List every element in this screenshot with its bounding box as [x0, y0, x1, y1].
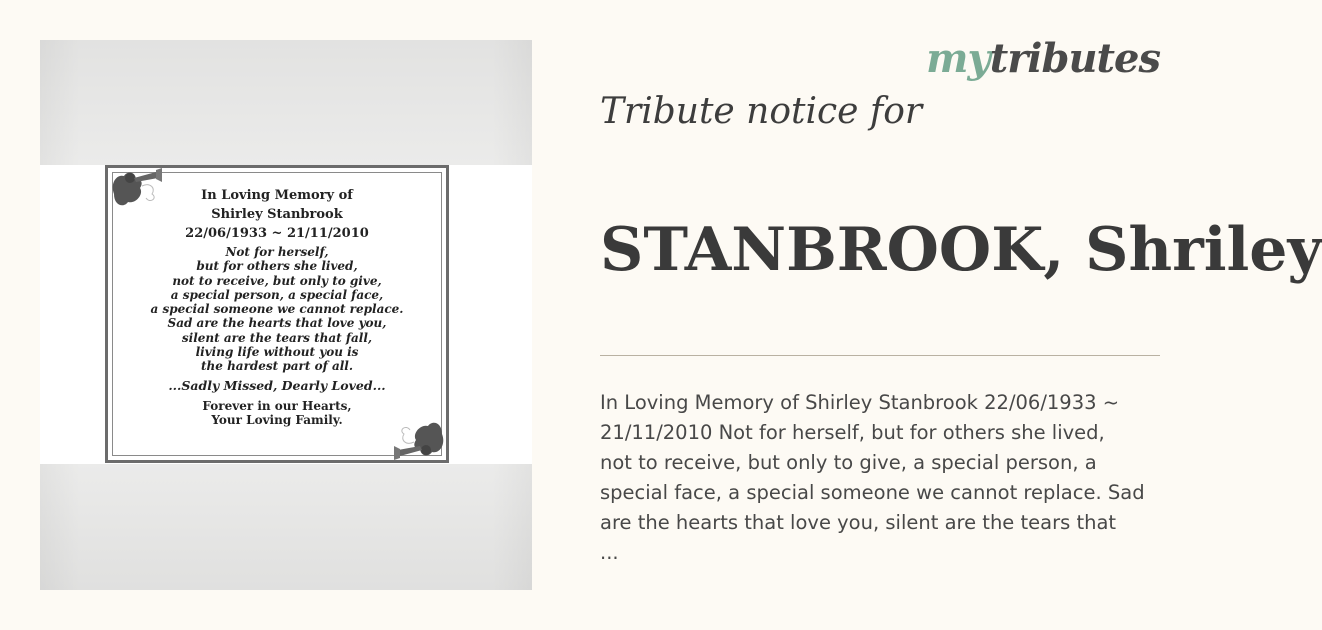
poem-line: Sad are the hearts that love you,: [167, 316, 387, 331]
poem-line: a special person, a special face,: [170, 287, 384, 302]
notice-text-block: [108, 186, 446, 427]
logo-my: my: [926, 35, 990, 82]
notice-closing: [108, 399, 446, 427]
excerpt-line: are the hearts that love you, silent are the tears that: [600, 511, 1117, 534]
logo-tributes: tributes: [989, 35, 1160, 82]
notice-name: Shirley Stanbrook: [211, 207, 343, 222]
poem-line: silent are the tears that fall,: [181, 330, 373, 345]
excerpt-ellipsis: ...: [600, 541, 619, 564]
poem-line: the hardest part of all.: [200, 359, 354, 374]
mytributes-logo[interactable]: [926, 34, 1160, 84]
tribute-photo: [40, 40, 532, 590]
deceased-name-title: STANBROOK, Shriley: [600, 215, 1322, 285]
photo-background-bottom: [40, 464, 532, 590]
notice-poem: [108, 245, 446, 374]
closing-line: Your Loving Family.: [211, 412, 343, 427]
notice-excerpt: [600, 388, 1172, 568]
notice-missed: ...Sadly Missed, Dearly Loved...: [168, 377, 386, 393]
excerpt-line: special face, a special someone we cannot replace. Sad: [600, 481, 1145, 504]
page-subtitle: Tribute notice for: [600, 91, 923, 132]
poem-line: Not for herself,: [225, 245, 329, 259]
notice-dates: 22/06/1933 ~ 21/11/2010: [185, 226, 369, 241]
closing-line: Forever in our Hearts,: [202, 398, 352, 413]
poem-line: living life without you is: [195, 345, 359, 360]
poem-line: a special someone we cannot replace.: [150, 302, 404, 317]
photo-background-top: [40, 40, 532, 165]
excerpt-line: 21/11/2010 Not for herself, but for others she lived,: [600, 421, 1105, 444]
memorial-notice-card: [105, 165, 449, 463]
poem-line: but for others she lived,: [196, 259, 358, 274]
excerpt-line: In Loving Memory of Shirley Stanbrook 22/06/1933 ~: [600, 391, 1120, 414]
notice-strip: [40, 165, 532, 464]
excerpt-line: not to receive, but only to give, a special person, a: [600, 451, 1097, 474]
poem-line: not to receive, but only to give,: [172, 273, 382, 288]
notice-heading: In Loving Memory of: [201, 188, 353, 203]
divider: [600, 355, 1160, 356]
